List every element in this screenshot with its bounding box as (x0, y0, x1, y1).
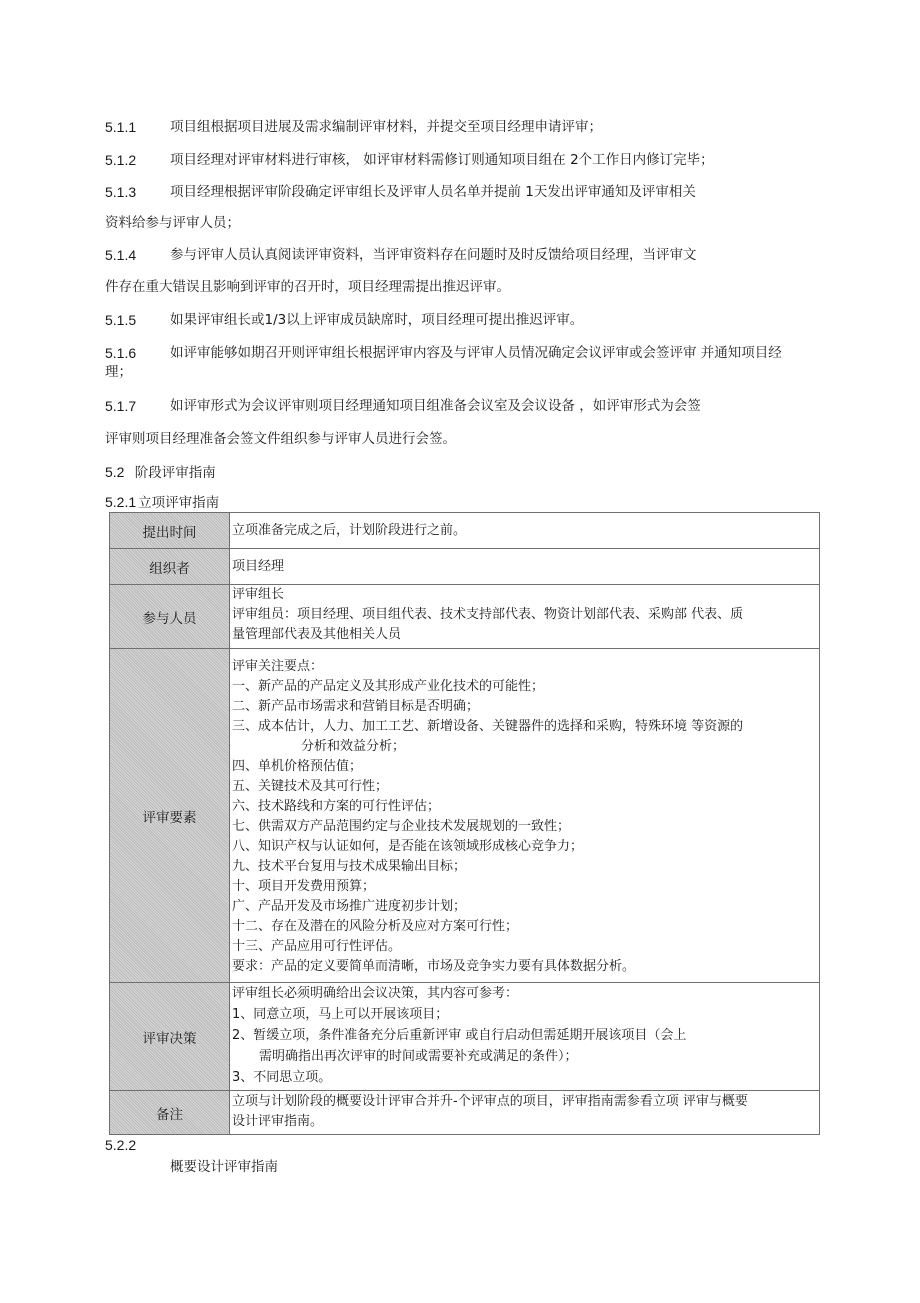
row-content (230, 649, 820, 983)
content-line: 三、成本估计，人力、加工工艺、新增设备、关键器件的选择和采购，特殊环境 等资源的 (232, 719, 744, 734)
content-line: 评审关注要点： (232, 659, 324, 674)
content-line: 五、关键技术及其可行性； (232, 779, 389, 794)
row-content (230, 585, 820, 649)
content-line: 一、新产品的产品定义及其形成产业化技术的可能性； (232, 679, 545, 694)
row-label: 备注 (110, 1091, 230, 1135)
clause-number: 5.1.1 (105, 119, 137, 135)
table-row (110, 549, 820, 585)
section-number: 5.2 (105, 464, 125, 480)
clause-text: 项目经理对评审材料进行审核， 如评审材料需修订则通知项目组在 2个工作日内修订完毕； (170, 152, 714, 168)
clause-5-1-5 (0, 311, 920, 329)
content-line: 3、不同思立项。 (232, 1070, 332, 1085)
table-row (110, 513, 820, 549)
clause-5-1-3 (0, 183, 920, 239)
clause-5-1-7 (0, 397, 920, 453)
clause-number: 5.1.4 (105, 247, 137, 263)
content-line: 六、技术路线和方案的可行性评估； (232, 799, 441, 814)
table-row (110, 585, 820, 649)
content-line: 评审组长必须明确给出会议决策，其内容可参考： (232, 986, 519, 1001)
row-label: 参与人员 (110, 585, 230, 649)
content-line: 2、暂缓立项，条件准备充分后重新评审 或自行启动但需延期开展该项目（会上 (232, 1028, 687, 1043)
content-line: 设计评审指南。 (232, 1114, 324, 1129)
section-heading-5-2 (105, 463, 216, 482)
clause-text: 如果评审组长或1/3以上评审成员缺席时，项目经理可提出推迟评审。 (170, 312, 584, 328)
clause-text: 项目组根据项目进展及需求编制评审材料，并提交至项目经理申请评审； (170, 119, 602, 135)
clause-number: 5.1.5 (105, 312, 137, 328)
content-line: 项目经理 (232, 558, 285, 574)
row-label: 组织者 (110, 549, 230, 585)
content-line: 十三、产品应用可行性评估。 (232, 939, 402, 954)
row-content (230, 549, 820, 585)
row-content (230, 983, 820, 1091)
clause-5-1-2 (0, 151, 920, 169)
clause-text: 项目经理根据评审阶段确定评审组长及评审人员名单并提前 1天发出评审通知及评审相关 (170, 184, 696, 200)
clause-number: 5.1.7 (105, 398, 137, 414)
section-title: 阶段评审指南 (134, 465, 216, 481)
clause-text-cont: 资料给参与评审人员； (105, 215, 240, 231)
row-content (230, 1091, 820, 1135)
clause-text: 如评审形式为会议评审则项目经理通知项目组准备会议室及会议设备 ，如评审形式为会签 (170, 398, 701, 414)
content-line: 1、同意立项，马上可以开展该项目； (232, 1007, 449, 1022)
row-label: 评审决策 (110, 983, 230, 1091)
section-number-5-2-2 (105, 1136, 136, 1155)
content-line: 十二、存在及潜在的风险分析及应对方案可行性； (232, 919, 519, 934)
project-review-table (109, 512, 820, 1135)
section-number: 5.2.2 (105, 1137, 137, 1153)
row-label: 提出时间 (110, 513, 230, 549)
content-line: 分析和效益分析； (301, 739, 406, 754)
content-line: 量管理部代表及其他相关人员 (232, 627, 402, 642)
table-row (110, 983, 820, 1091)
row-label: 评审要素 (110, 649, 230, 983)
content-line: 四、单机价格预估值； (232, 759, 363, 774)
section-title: 概要设计评审指南 (170, 1159, 278, 1175)
clause-5-1-1 (0, 118, 920, 136)
content-line: 七、供需双方产品范围约定与企业技术发展规划的一致性； (232, 819, 571, 834)
content-line: 要求：产品的定义要简单而清晰，市场及竞争实力要有具体数据分析。 (232, 959, 636, 974)
clause-number: 5.1.3 (105, 184, 137, 200)
section-number: 5.2.1 (105, 494, 137, 510)
clause-5-1-4 (0, 246, 920, 302)
clause-text-cont: 评审则项目经理准备会签文件组织参与评审人员进行会签。 (105, 431, 456, 447)
content-line: 九、技术平台复用与技术成果输出目标； (232, 859, 467, 874)
clause-number: 5.1.6 (105, 345, 137, 361)
clause-text-cont: 件存在重大错误且影响到评审的召开时，项目经理需提出推迟评审。 (105, 279, 510, 295)
row-content (230, 513, 820, 549)
content-line: 立项准备完成之后，计划阶段进行之前。 (232, 522, 467, 538)
content-line: 广、产品开发及市场推广进度初步计划； (232, 899, 467, 914)
content-line: 评审组员：项目经理、项目组代表、技术支持部代表、物资计划部代表、采购部 代表、质 (232, 607, 744, 622)
clause-text: 参与评审人员认真阅读评审资料，当评审资料存在问题时及时反馈给项目经理，当评审文 (170, 247, 697, 263)
clause-5-1-6 (0, 344, 920, 384)
content-line: 需明确指出再次评审的时间或需要补充或满足的条件）； (259, 1049, 578, 1064)
table-row (110, 649, 820, 983)
clause-text-cont: 理； (105, 364, 132, 380)
content-line: 立项与计划阶段的概要设计评审合并升-个评审点的项目，评审指南需参看立项 评审与概要 (232, 1094, 748, 1109)
section-title-5-2-2 (170, 1158, 278, 1176)
content-line: 十、项目开发费用预算； (232, 879, 376, 894)
content-line: 评审组长 (232, 587, 285, 602)
content-line: 二、新产品市场需求和营销目标是否明确； (232, 699, 480, 714)
clause-text: 如评审能够如期召开则评审组长根据评审内容及与评审人员情况确定会议评审或会签评审 并通知项目经 (170, 345, 782, 361)
clause-number: 5.1.2 (105, 152, 137, 168)
table-row (110, 1091, 820, 1135)
section-title: 立项评审指南 (138, 495, 220, 511)
content-line: 八、知识产权与认证如何，是否能在该领域形成核心竞争力； (232, 839, 584, 854)
section-heading-5-2-1 (105, 493, 219, 512)
